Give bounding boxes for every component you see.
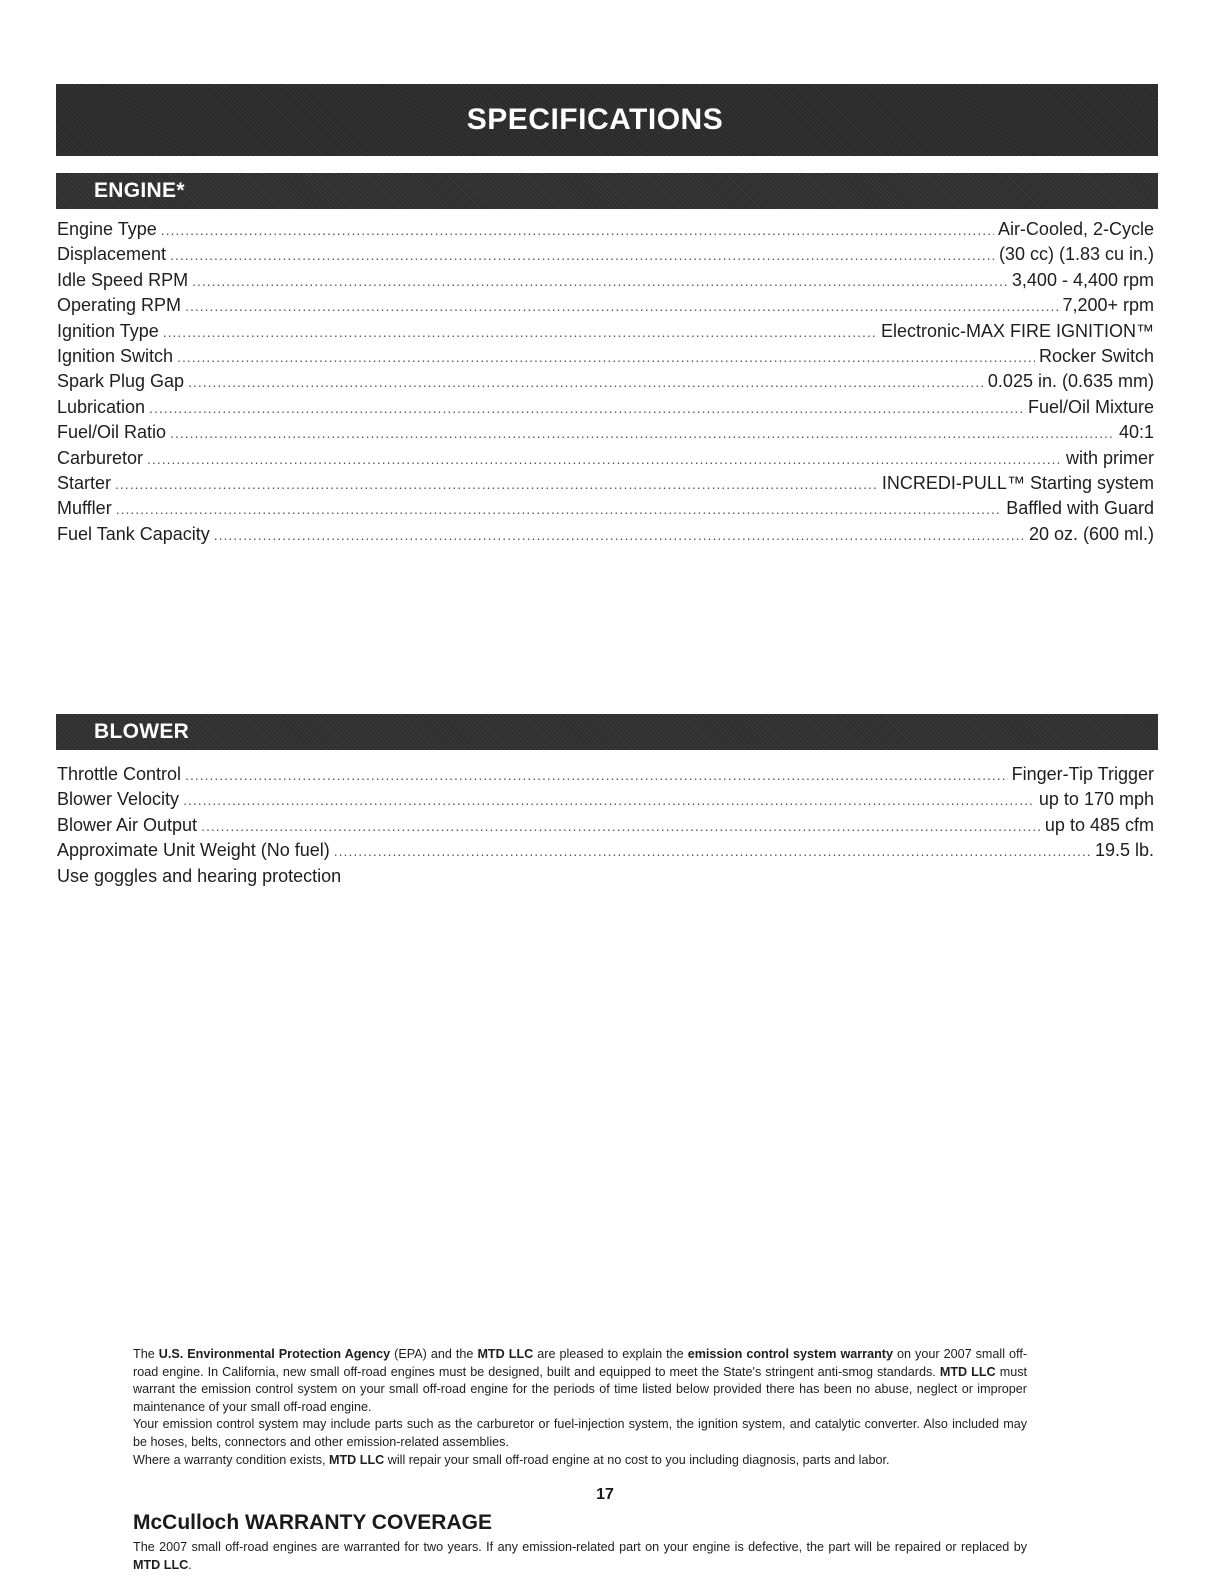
emission-warranty-term: emission control system warranty (687, 1347, 893, 1361)
warranty-text: are pleased to explain the (533, 1347, 688, 1361)
blower-section-bar (56, 714, 1158, 750)
spec-row (57, 813, 1154, 838)
dot-leader (334, 839, 1091, 864)
warranty-text: on your 2007 small off-road engine. In California, new small off-road engines must be designed, built and equipped to meet the State's stringent anti-smog standards. (133, 1347, 1028, 1379)
spec-value: with primer (1065, 447, 1154, 468)
spec-row (57, 838, 1154, 863)
warranty-paragraph-repair (133, 1452, 1027, 1470)
spec-row (57, 496, 1154, 521)
spec-label: Fuel Tank Capacity (57, 523, 210, 544)
dot-leader (161, 218, 994, 243)
spec-value: Fuel/Oil Mixture (1027, 396, 1154, 417)
spec-value: 19.5 lb. (1094, 840, 1154, 861)
blower-section-title: BLOWER (94, 720, 190, 743)
spec-value: Electronic-MAX FIRE IGNITION™ (880, 320, 1154, 341)
spec-row (57, 446, 1154, 471)
engine-section-title: ENGINE* (94, 179, 185, 202)
spec-value: INCREDI-PULL™ Starting system (881, 472, 1154, 493)
spec-value: 20 oz. (600 ml.) (1028, 523, 1154, 544)
warranty-coverage-heading: McCulloch WARRANTY COVERAGE (133, 1511, 492, 1534)
spec-row (57, 762, 1154, 787)
safety-note: Use goggles and hearing protection (57, 866, 342, 886)
spec-label: Spark Plug Gap (57, 371, 185, 392)
spec-row (57, 471, 1154, 496)
spec-label: Ignition Switch (57, 345, 174, 366)
warranty-paragraph-parts: Your emission control system may include parts such as the carburetor or fuel-injection system, the ignition system, and catalytic converter. Also included may be hoses, belts, connectors and other emission-related assemblies. (133, 1417, 1027, 1449)
spec-value: 7,200+ rpm (1062, 295, 1154, 316)
spec-label: Engine Type (57, 219, 157, 239)
engine-spec-list (57, 217, 1154, 547)
dot-leader (183, 788, 1035, 813)
spec-row (57, 369, 1154, 394)
dot-leader (115, 472, 878, 497)
dot-leader (177, 345, 1035, 370)
spec-label: Approximate Unit Weight (No fuel) (57, 840, 330, 861)
dot-leader (185, 294, 1058, 319)
emission-warranty-text (133, 1346, 1027, 1469)
spec-row (57, 344, 1154, 369)
spec-row (57, 395, 1154, 420)
dot-leader (170, 421, 1115, 446)
spec-row (57, 319, 1154, 344)
spec-label: Blower Velocity (57, 789, 180, 810)
spec-value: Finger-Tip Trigger (1011, 764, 1154, 784)
spec-label: Operating RPM (57, 295, 182, 316)
spec-value: up to 485 cfm (1044, 814, 1154, 835)
spec-row (57, 268, 1154, 293)
spec-value: Baffled with Guard (1006, 498, 1154, 519)
mtd-name: MTD LLC (328, 1452, 385, 1467)
spec-label: Idle Speed RPM (57, 269, 189, 290)
dot-leader (214, 523, 1025, 548)
specifications-header-bar (56, 84, 1158, 156)
spec-label: Blower Air Output (57, 814, 198, 835)
spec-label: Lubrication (57, 396, 146, 417)
warranty-text: Where a warranty condition exists, (133, 1452, 329, 1467)
spec-row (57, 242, 1154, 267)
dot-leader (170, 243, 995, 268)
blower-spec-list (57, 762, 1154, 864)
spec-row (57, 217, 1154, 242)
warranty-text: must warrant the emission control system on your small off-road engine for the periods of time listed below provided there has been no abuse, neglect or improper maintenance of your small off-road engine. (133, 1364, 1027, 1414)
spec-value: (30 cc) (1.83 cu in.) (998, 244, 1154, 265)
dot-leader (185, 763, 1008, 788)
mtd-name: MTD LLC (133, 1557, 189, 1572)
spec-row (57, 787, 1154, 812)
spec-value: Rocker Switch (1038, 345, 1154, 366)
warranty-text: will repair your small off-road engine at no cost to you including diagnosis, parts and labor. (384, 1452, 890, 1467)
mtd-name: MTD LLC (477, 1347, 534, 1361)
spec-row (57, 420, 1154, 445)
dot-leader (149, 396, 1024, 421)
blower-note-block (57, 864, 1154, 889)
mtd-name: MTD LLC (939, 1364, 996, 1379)
spec-value: up to 170 mph (1038, 789, 1154, 810)
dot-leader (116, 497, 1003, 522)
dot-leader (147, 447, 1062, 472)
spec-label: Ignition Type (57, 320, 159, 341)
spec-value: 3,400 - 4,400 rpm (1011, 269, 1154, 290)
spec-value: 0.025 in. (0.635 mm) (987, 371, 1154, 392)
warranty-text: . (188, 1557, 192, 1572)
spec-label: Throttle Control (57, 764, 182, 784)
spec-label: Carburetor (57, 447, 144, 468)
spec-label: Starter (57, 472, 112, 493)
spec-value: 40:1 (1118, 422, 1154, 443)
warranty-text: (EPA) and the (390, 1347, 478, 1361)
page-number: 17 (596, 1486, 614, 1503)
page-title: SPECIFICATIONS (466, 103, 724, 136)
warranty-text: The (133, 1347, 159, 1361)
spec-row (57, 293, 1154, 318)
dot-leader (163, 320, 877, 345)
spec-label: Displacement (57, 244, 167, 265)
warranty-paragraph-intro (133, 1346, 1027, 1416)
dot-leader (201, 814, 1041, 839)
dot-leader (192, 269, 1008, 294)
engine-section-bar (56, 173, 1158, 209)
spec-row (57, 522, 1154, 547)
spec-label: Fuel/Oil Ratio (57, 422, 167, 443)
epa-name: U.S. Environmental Protection Agency (158, 1347, 391, 1361)
warranty-coverage-text (133, 1539, 1027, 1584)
dot-leader (188, 370, 984, 395)
spec-value: Air-Cooled, 2-Cycle (997, 219, 1154, 239)
spec-label: Muffler (57, 498, 112, 519)
warranty-text: The 2007 small off-road engines are warranted for two years. If any emission-related part on your engine is defective, the part will be repaired or replaced by (133, 1540, 1027, 1554)
